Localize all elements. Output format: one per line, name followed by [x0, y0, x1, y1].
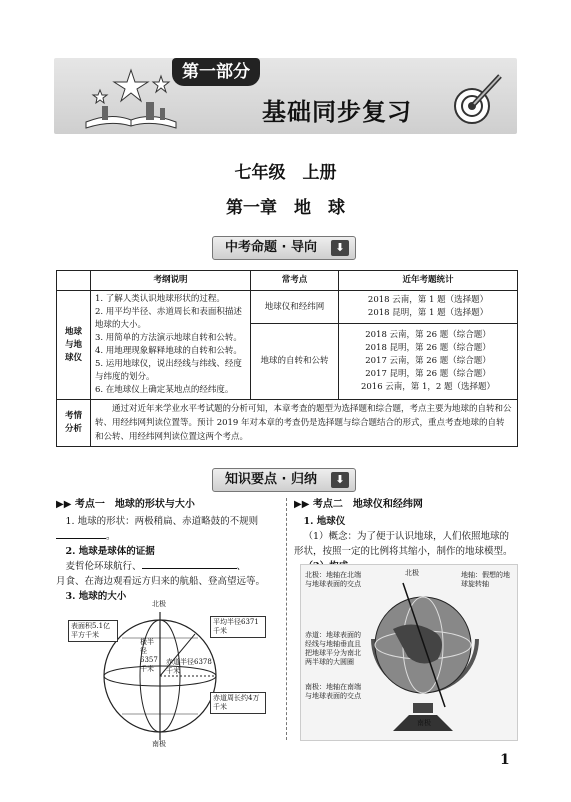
outline-item: 5. 运用地球仪，说出经线与纬线、经度与纬度的划分。: [95, 359, 242, 382]
stats-cell: [339, 291, 518, 324]
north-pole-label: 北极: [152, 600, 166, 608]
target-pencil-icon: [450, 66, 510, 128]
header-points: 常考点: [251, 271, 339, 291]
section-label: 中考命题 · 导向: [225, 240, 317, 255]
column-divider: [286, 498, 287, 740]
analysis-label: 考情分析: [57, 400, 91, 447]
pole-radius-label: 极半径6357千米: [140, 638, 158, 673]
shape-item: [56, 514, 278, 544]
stat-item: 2018 云南，第 1 题（选择题）: [367, 295, 489, 306]
evidence-title: 2. 地球是球体的证据: [65, 546, 155, 557]
equator-radius-label: 赤道半径6378千米: [166, 658, 212, 675]
surface-area-label: 表面积5.1亿平方千米: [68, 620, 118, 642]
evidence-text-a: 麦哲伦环球航行、: [65, 561, 142, 572]
blank-line: [56, 538, 106, 539]
left-column: [56, 497, 278, 604]
chapter-title: 第一章 地 球: [226, 198, 345, 218]
part-title: 基础同步复习: [262, 98, 412, 126]
stat-item: 2017 云南，第 26 题（综合题）: [365, 356, 491, 367]
evidence-text-b: 月食、在海边观看远方归来的航船、登高望远等。: [56, 576, 266, 587]
header-outline: 考纲说明: [91, 271, 251, 291]
outline-item: 1. 了解人类认识地球形状的过程。: [95, 294, 225, 304]
outline-item: 6. 在地球仪上确定某地点的经纬度。: [95, 385, 234, 395]
axis-note: 地轴：假想的地球旋转轴: [461, 571, 510, 588]
row-label: 地球与地球仪: [57, 291, 91, 400]
table-row: [57, 291, 518, 324]
header-empty: [57, 271, 91, 291]
outline-cell: [91, 291, 251, 400]
section-label: 知识要点 · 归纳: [225, 472, 317, 487]
evidence-text: [56, 559, 278, 589]
analysis-text: 通过对近年来学业水平考试题的分析可知，本章考查的题型为选择题和综合题，考点主要为地球的自转和公转、用经纬网判读位置等。预计 2019 年对本章的考查仍是选择题与综合题结合的形式，重点考查地球的自转和公转、用经纬网判读位置这两个考点。: [91, 400, 518, 447]
globe-icon: [353, 569, 493, 737]
south-pole-label: 南极: [152, 740, 166, 748]
exam-outline-table: [56, 270, 518, 447]
north-pole-note: 北极：地轴在北端与地球表面的交点: [305, 571, 361, 588]
stat-item: 2017 昆明，第 26 题（综合题）: [365, 369, 491, 380]
mean-radius-label: 平均半径6371千米: [210, 616, 266, 638]
header-stats: 近年考题统计: [339, 271, 518, 291]
size-title: 3. 地球的大小: [65, 591, 127, 602]
kp-two-title: ▶▶ 考点二 地球仪和经纬网: [294, 499, 423, 510]
stat-item: 2018 云南，第 26 题（综合题）: [365, 330, 491, 341]
evidence-sep: 、: [236, 561, 247, 572]
shape-text: 1. 地球的形状：两极稍扁、赤道略鼓的不规则: [65, 516, 259, 527]
point-cell: 地球仪和经纬网: [251, 291, 339, 324]
stats-cell: [339, 324, 518, 400]
book-stars-icon: [76, 62, 186, 132]
down-arrow-icon: ⬇: [331, 472, 349, 488]
kp-one-title: ▶▶ 考点一 地球的形状与大小: [56, 499, 195, 510]
table-row: [57, 400, 518, 447]
table-header-row: [57, 271, 518, 291]
globe-north-label: 北极: [405, 569, 419, 577]
stat-item: 2016 云南，第 1，2 题（选择题）: [360, 382, 496, 393]
part-label: 第一部分: [172, 58, 260, 86]
down-arrow-icon: ⬇: [331, 240, 349, 256]
page-number: 1: [500, 752, 510, 768]
globe-title: 1. 地球仪: [303, 516, 346, 527]
equator-note: 赤道：地球表面的经线与地轴垂直且把地球平分为南北两半球的大圆圈: [305, 631, 361, 666]
blank-line: [142, 568, 237, 569]
globe-structure-diagram: [300, 564, 518, 741]
stat-item: 2018 昆明，第 1 题（选择题）: [367, 308, 489, 319]
grade-title: 七年级 上册: [234, 163, 337, 183]
globe-south-label: 南极: [417, 719, 431, 727]
stat-item: 2018 昆明，第 26 题（综合题）: [365, 343, 491, 354]
south-pole-note: 南极：地轴在南端与地球表面的交点: [305, 683, 361, 700]
outline-item: 3. 用简单的方法演示地球自转和公转。: [95, 333, 242, 343]
section-exam-guide: [212, 236, 356, 260]
right-column: [294, 497, 518, 574]
section-knowledge-summary: [212, 468, 356, 492]
globe-concept: （1）概念：为了便于认识地球，人们依照地球的形状，按照一定的比例将其缩小，制作的地球模型。: [294, 531, 513, 557]
equator-length-label: 赤道周长约4万千米: [210, 692, 266, 714]
outline-item: 2. 用平均半径、赤道周长和表面积描述地球的大小。: [95, 307, 242, 330]
outline-item: 4. 用地理现象解释地球的自转和公转。: [95, 346, 242, 356]
shape-end: 。: [106, 531, 116, 542]
earth-size-diagram: [70, 598, 270, 748]
point-cell: 地球的自转和公转: [251, 324, 339, 400]
